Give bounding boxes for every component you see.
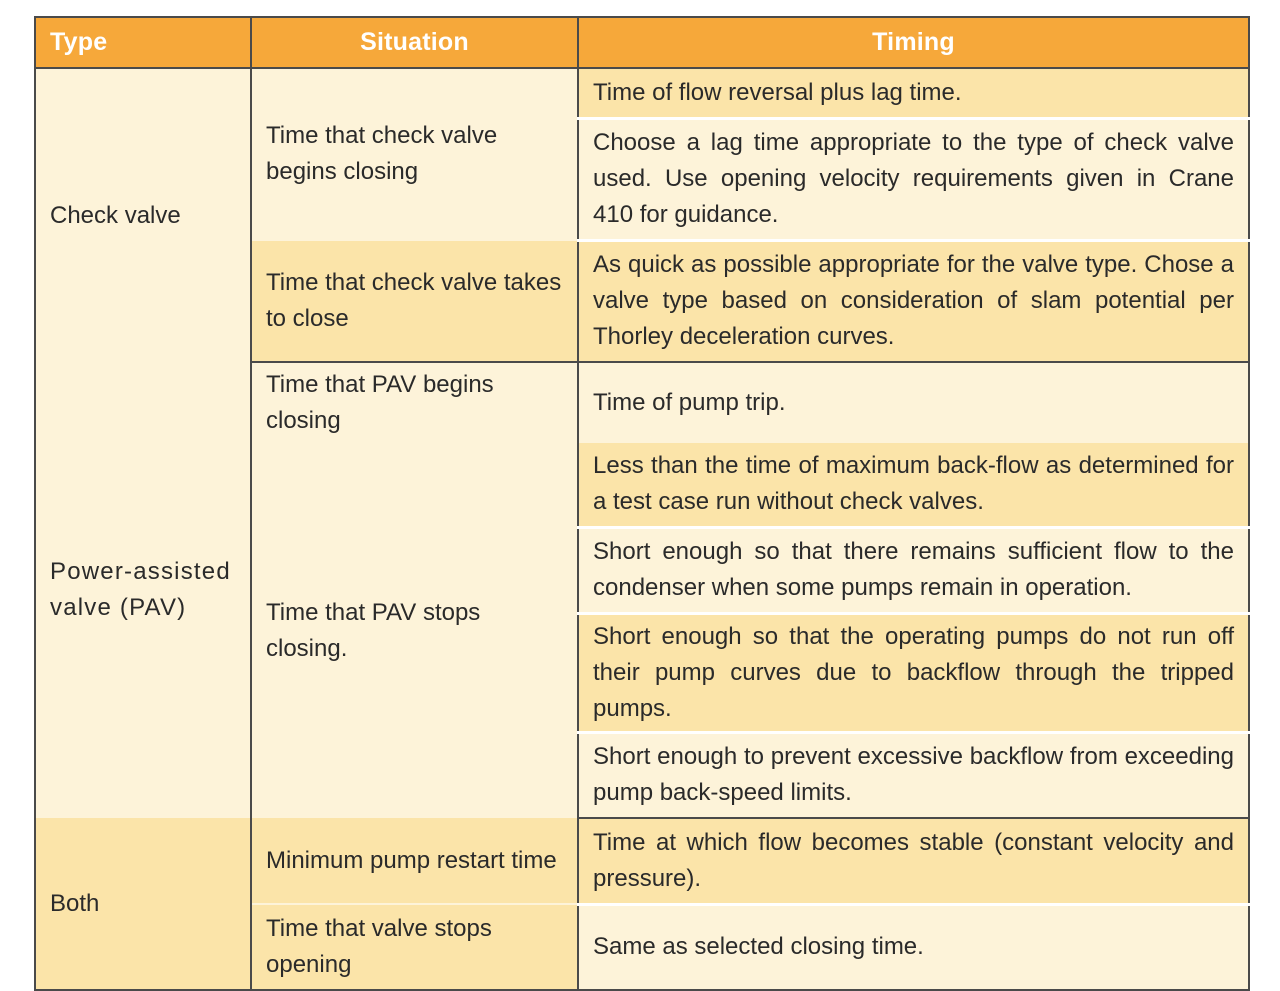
timing-cell: As quick as possible appropriate for the valve type. Chose a valve type based on consideration of slam potential per Thorley deceleration curves. [578,240,1249,362]
timing-cell: Time of pump trip. [578,362,1249,443]
valve-timing-table [34,16,1250,991]
situation-cell: Time that valve stops opening [251,904,578,990]
timing-cell: Choose a lag time appropriate to the type of check valve used. Use opening velocity requirements given in Crane 410 for guidance. [578,118,1249,240]
type-cell-check-valve: Check valve [35,68,251,362]
header-row [35,17,1249,68]
situation-cell: Time that PAV stops closing. [251,443,578,818]
timing-cell: Time at which flow becomes stable (constant velocity and pressure). [578,818,1249,904]
table-row [35,362,1249,443]
timing-cell: Time of flow reversal plus lag time. [578,68,1249,118]
timing-cell: Short enough so that the operating pumps do not run off their pump curves due to backflow through the tripped pumps. [578,613,1249,732]
timing-cell: Short enough to prevent excessive backflow from exceeding pump back-speed limits. [578,732,1249,818]
header-situation: Situation [251,17,578,68]
timing-table-container [34,16,1248,991]
timing-cell: Same as selected closing time. [578,904,1249,990]
situation-cell: Minimum pump restart time [251,818,578,904]
header-timing: Timing [578,17,1249,68]
table-row [35,818,1249,904]
timing-cell: Less than the time of maximum back-flow as determined for a test case run without check valves. [578,443,1249,527]
table-row [35,68,1249,118]
situation-cell: Time that PAV begins closing [251,362,578,443]
header-type: Type [35,17,251,68]
situation-cell: Time that check valve begins closing [251,68,578,240]
type-cell-pav: Power-assisted valve (PAV) [35,362,251,818]
timing-cell: Short enough so that there remains sufficient flow to the condenser when some pumps remain in operation. [578,527,1249,613]
type-cell-both: Both [35,818,251,990]
situation-cell: Time that check valve takes to close [251,240,578,362]
